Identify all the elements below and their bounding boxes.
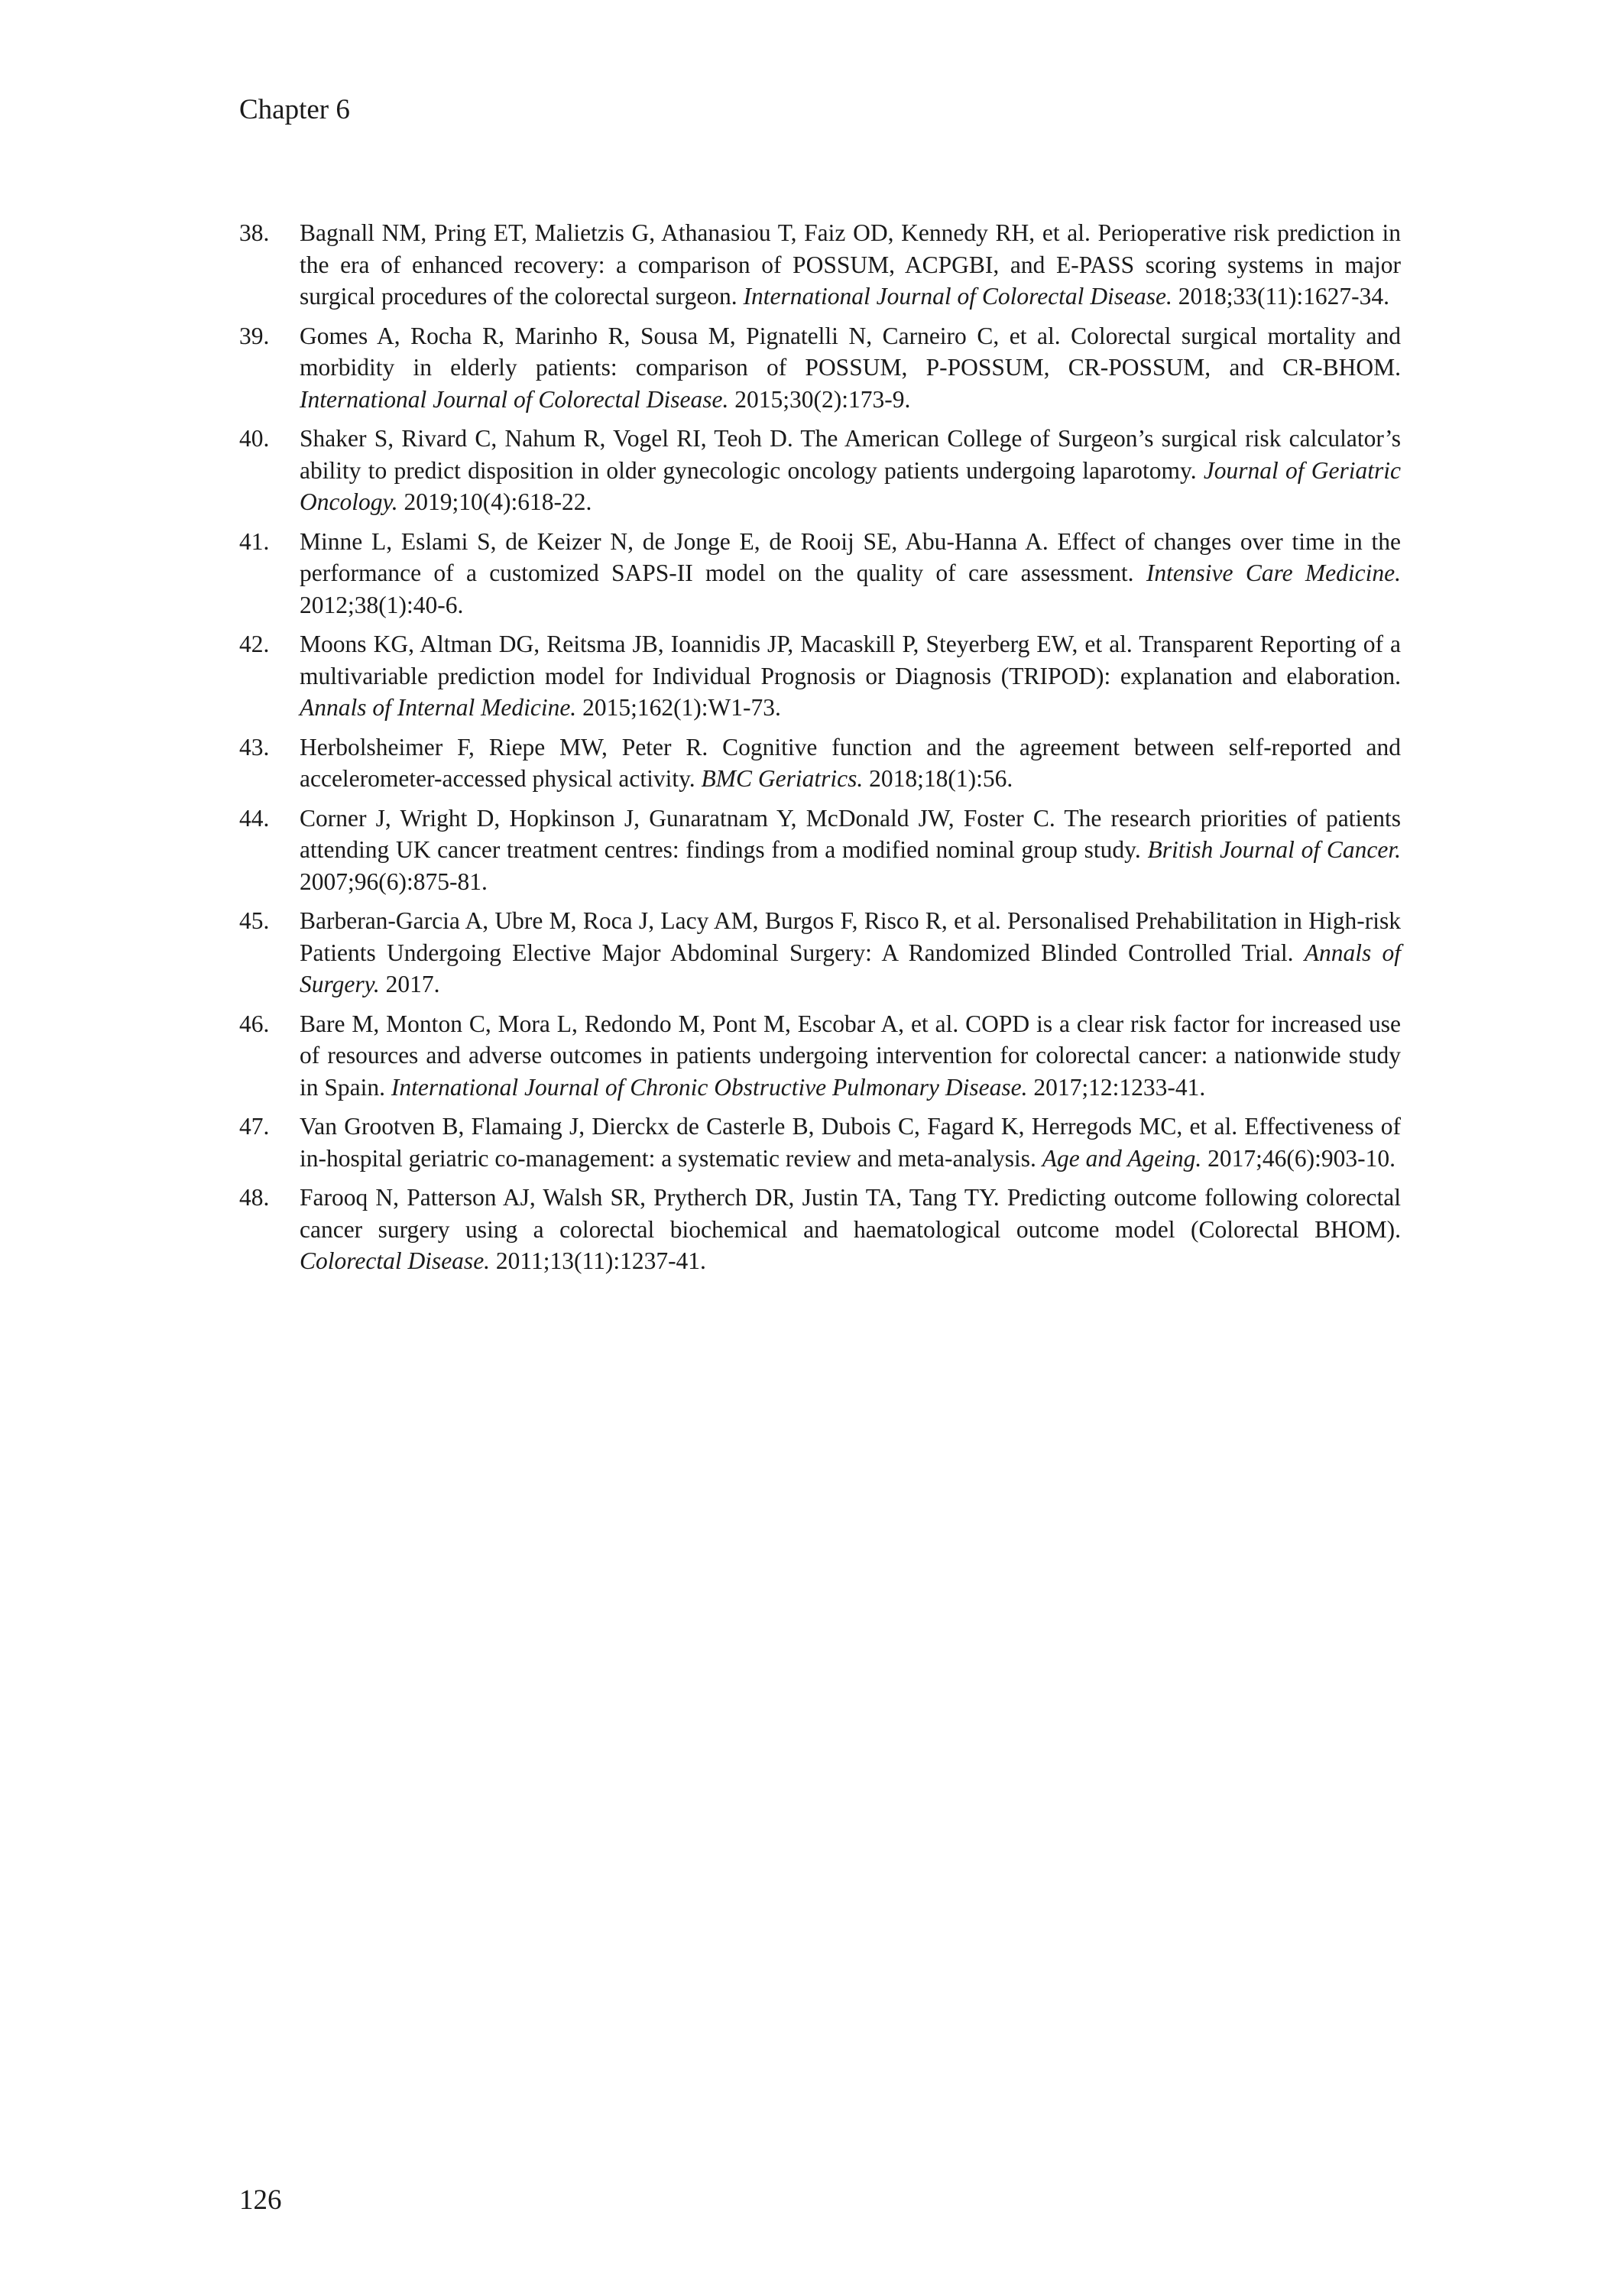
reference-details: 2017;46(6):903-10. — [1201, 1144, 1396, 1172]
reference-item — [239, 905, 1401, 1001]
reference-number: 46. — [239, 1010, 270, 1037]
reference-body — [300, 907, 1401, 997]
reference-journal: British Journal of Cancer. — [1147, 836, 1401, 863]
reference-journal: International Journal of Chronic Obstructive Pulmonary Disease. — [391, 1073, 1028, 1101]
reference-item — [239, 1111, 1401, 1174]
reference-item — [239, 1008, 1401, 1104]
reference-details: 2011;13(11):1237-41. — [490, 1247, 706, 1274]
reference-details: 2017;12:1233-41. — [1027, 1073, 1206, 1101]
reference-item — [239, 320, 1401, 416]
reference-body — [300, 425, 1401, 515]
reference-details: 2012;38(1):40-6. — [300, 591, 464, 618]
reference-number: 42. — [239, 631, 270, 657]
reference-number: 40. — [239, 425, 270, 452]
running-head: Chapter 6 — [239, 94, 350, 125]
reference-body — [300, 734, 1401, 793]
reference-body — [300, 1113, 1401, 1172]
reference-number: 48. — [239, 1184, 270, 1211]
reference-item — [239, 423, 1401, 518]
reference-body — [300, 528, 1401, 618]
reference-body — [300, 1184, 1401, 1274]
reference-number: 38. — [239, 219, 270, 246]
reference-journal: Annals of Internal Medicine. — [300, 694, 577, 721]
reference-text: Herbolsheimer F, Riepe MW, Peter R. Cognitive function and the agreement between self-reported and accelerometer-accessed physical activity. — [300, 733, 1401, 792]
reference-number: 45. — [239, 907, 270, 934]
reference-text: Moons KG, Altman DG, Reitsma JB, Ioannidis JP, Macaskill P, Steyerberg EW, et al. Transparent Reporting of a multivariable prediction model for Individual Prognosis or Diagnosis (TRIPOD): explanation and elaboration. — [300, 631, 1401, 689]
reference-item — [239, 1182, 1401, 1277]
reference-body — [300, 631, 1401, 721]
page-number: 126 — [239, 2184, 282, 2216]
reference-journal: Intensive Care Medicine. — [1146, 559, 1401, 586]
reference-body — [300, 323, 1401, 413]
reference-item — [239, 731, 1401, 795]
reference-text: Van Grootven B, Flamaing J, Dierckx de Casterle B, Dubois C, Fagard K, Herregods MC, et al. Effectiveness of in-hospital geriatric co-management: a systematic review and meta-analysis. — [300, 1113, 1401, 1172]
reference-body — [300, 805, 1401, 895]
reference-details: 2019;10(4):618-22. — [397, 488, 592, 515]
reference-number: 47. — [239, 1113, 270, 1140]
reference-details: 2015;30(2):173-9. — [728, 385, 911, 413]
reference-text: Corner J, Wright D, Hopkinson J, Gunaratnam Y, McDonald JW, Foster C. The research priorities of patients attending UK cancer treatment centres: findings from a modified nominal group study. — [300, 804, 1401, 863]
reference-journal: International Journal of Colorectal Disease. — [743, 283, 1172, 310]
reference-item — [239, 526, 1401, 621]
reference-journal: Annals of Surgery. — [300, 939, 1401, 997]
reference-journal: Colorectal Disease. — [300, 1247, 491, 1274]
reference-details: 2015;162(1):W1-73. — [576, 694, 781, 721]
reference-list — [239, 217, 1401, 1285]
reference-journal: Age and Ageing. — [1042, 1144, 1202, 1172]
reference-text: Barberan-Garcia A, Ubre M, Roca J, Lacy AM, Burgos F, Risco R, et al. Personalised Prehabilitation in High-risk Patients Undergoing Elective Major Abdominal Surgery: A Randomized Blinded Controlled Trial. — [300, 907, 1401, 966]
reference-text: Shaker S, Rivard C, Nahum R, Vogel RI, Teoh D. The American College of Surgeon’s surgical risk calculator’s ability to predict disposition in older gynecologic oncology patients undergoing laparotomy. — [300, 425, 1401, 484]
reference-body — [300, 1010, 1401, 1101]
reference-text: Minne L, Eslami S, de Keizer N, de Jonge E, de Rooij SE, Abu-Hanna A. Effect of changes over time in the performance of a customized SAPS-II model on the quality of care assessment. — [300, 527, 1401, 586]
reference-details: 2017. — [379, 971, 440, 997]
reference-details: 2018;18(1):56. — [863, 765, 1013, 792]
reference-body — [300, 219, 1401, 310]
reference-journal: Journal of Geriatric Oncology. — [300, 456, 1401, 515]
reference-text: Bare M, Monton C, Mora L, Redondo M, Pont M, Escobar A, et al. COPD is a clear risk factor for increased use of resources and adverse outcomes in patients undergoing intervention for colorectal cancer: a nationwide study in Spain. — [300, 1010, 1401, 1101]
reference-text: Farooq N, Patterson AJ, Walsh SR, Prytherch DR, Justin TA, Tang TY. Predicting outcome following colorectal cancer surgery using a colorectal biochemical and haematological outcome model (Colorectal BHOM). — [300, 1184, 1401, 1243]
reference-item — [239, 803, 1401, 898]
reference-number: 44. — [239, 804, 270, 832]
reference-item — [239, 628, 1401, 724]
reference-journal: BMC Geriatrics. — [701, 765, 864, 792]
reference-item — [239, 217, 1401, 313]
reference-number: 43. — [239, 733, 270, 761]
reference-journal: International Journal of Colorectal Disease. — [300, 385, 729, 413]
reference-number: 39. — [239, 322, 270, 349]
reference-text: Gomes A, Rocha R, Marinho R, Sousa M, Pignatelli N, Carneiro C, et al. Colorectal surgical mortality and morbidity in elderly patients: comparison of POSSUM, P-POSSUM, CR-POSSUM, and CR-BHOM. — [300, 322, 1401, 381]
reference-number: 41. — [239, 527, 270, 555]
reference-text: Bagnall NM, Pring ET, Malietzis G, Athanasiou T, Faiz OD, Kennedy RH, et al. Perioperative risk prediction in the era of enhanced recovery: a comparison of POSSUM, ACPGBI, and E-PASS scoring systems in major surgical procedures of the colorectal surgeon. — [300, 219, 1401, 310]
reference-details: 2007;96(6):875-81. — [300, 868, 488, 895]
reference-details: 2018;33(11):1627-34. — [1172, 283, 1389, 310]
